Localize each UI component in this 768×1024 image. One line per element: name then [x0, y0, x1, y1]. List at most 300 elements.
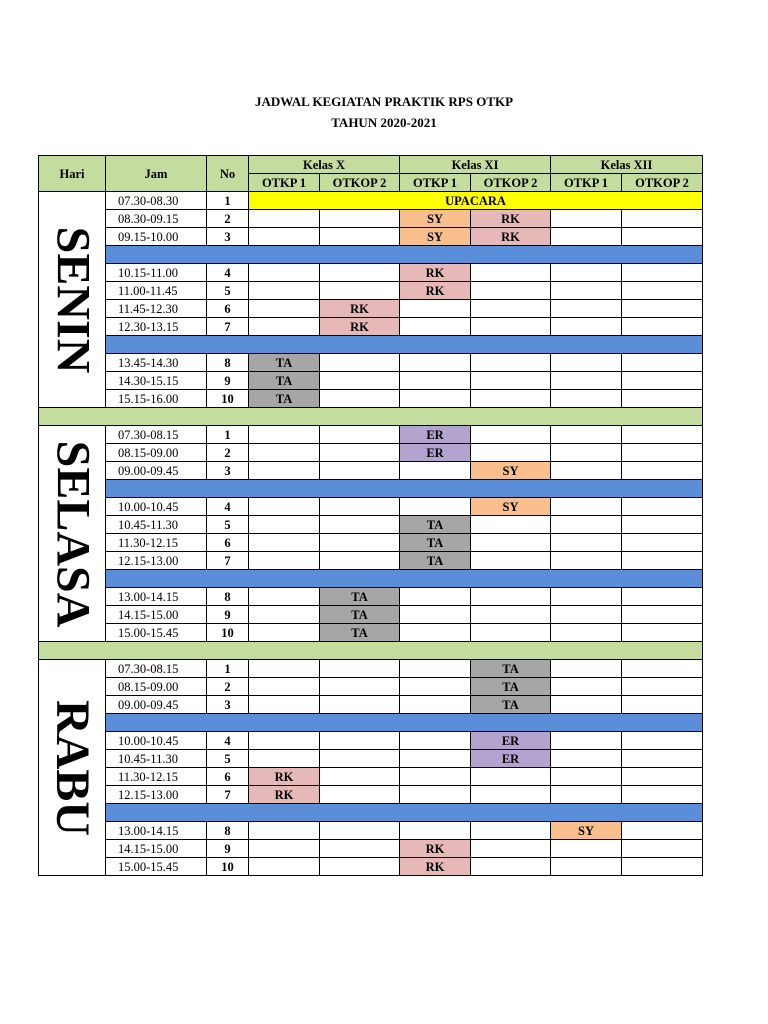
schedule-cell [320, 858, 400, 876]
schedule-cell: SY [400, 228, 471, 246]
table-row [39, 822, 703, 840]
schedule-cell [471, 264, 551, 282]
time-cell: 10.15-11.00 [106, 264, 207, 282]
schedule-cell: RK [320, 300, 400, 318]
schedule-cell [400, 462, 471, 480]
period-number-cell: 9 [207, 372, 249, 390]
period-number-cell: 8 [207, 822, 249, 840]
schedule-cell [400, 822, 471, 840]
period-number-cell: 2 [207, 210, 249, 228]
schedule-cell [622, 264, 703, 282]
header-class: OTKOP 2 [320, 174, 400, 192]
schedule-cell [471, 282, 551, 300]
period-number-cell: 4 [207, 264, 249, 282]
schedule-cell: TA [400, 552, 471, 570]
schedule-cell [249, 606, 320, 624]
schedule-cell [320, 210, 400, 228]
schedule-cell [551, 498, 622, 516]
table-row [39, 606, 703, 624]
schedule-cell: RK [471, 210, 551, 228]
schedule-cell [400, 390, 471, 408]
period-number-cell: 3 [207, 696, 249, 714]
table-row [39, 768, 703, 786]
schedule-table [38, 155, 703, 876]
header-no: No [207, 156, 249, 192]
table-row [39, 426, 703, 444]
break-row [39, 480, 703, 498]
schedule-cell [320, 372, 400, 390]
schedule-cell: SY [551, 822, 622, 840]
schedule-cell [400, 786, 471, 804]
break-bar [106, 714, 703, 732]
schedule-cell [471, 516, 551, 534]
schedule-cell [471, 318, 551, 336]
schedule-cell: TA [249, 372, 320, 390]
schedule-cell [551, 210, 622, 228]
schedule-cell [471, 534, 551, 552]
time-cell: 12.30-13.15 [106, 318, 207, 336]
schedule-cell [471, 822, 551, 840]
time-cell: 11.00-11.45 [106, 282, 207, 300]
break-row [39, 714, 703, 732]
schedule-cell [551, 678, 622, 696]
schedule-cell [551, 444, 622, 462]
period-number-cell: 5 [207, 282, 249, 300]
day-separator-row [39, 408, 703, 426]
header-class: OTKP 1 [400, 174, 471, 192]
time-cell: 12.15-13.00 [106, 552, 207, 570]
page-title: JADWAL KEGIATAN PRAKTIK RPS OTKP [254, 94, 514, 109]
schedule-cell: RK [400, 840, 471, 858]
day-separator [39, 408, 703, 426]
schedule-cell [622, 390, 703, 408]
table-row [39, 750, 703, 768]
schedule-cell [249, 624, 320, 642]
table-row [39, 840, 703, 858]
time-cell: 08.15-09.00 [106, 444, 207, 462]
schedule-cell [471, 588, 551, 606]
schedule-cell [249, 840, 320, 858]
header-class: OTKP 1 [249, 174, 320, 192]
schedule-cell [320, 750, 400, 768]
schedule-cell: TA [320, 606, 400, 624]
time-cell: 15.00-15.45 [106, 624, 207, 642]
break-row [39, 804, 703, 822]
schedule-cell [551, 534, 622, 552]
schedule-cell [551, 282, 622, 300]
schedule-cell [622, 534, 703, 552]
schedule-cell [622, 498, 703, 516]
schedule-cell: TA [249, 390, 320, 408]
schedule-cell [249, 264, 320, 282]
table-row [39, 858, 703, 876]
table-row [39, 696, 703, 714]
time-cell: 14.15-15.00 [106, 606, 207, 624]
schedule-cell [320, 840, 400, 858]
schedule-cell: RK [320, 318, 400, 336]
schedule-cell [320, 660, 400, 678]
table-row [39, 660, 703, 678]
period-number-cell: 6 [207, 300, 249, 318]
schedule-cell [320, 264, 400, 282]
schedule-cell [551, 768, 622, 786]
schedule-cell [320, 390, 400, 408]
schedule-cell [471, 372, 551, 390]
table-row [39, 624, 703, 642]
schedule-cell [622, 462, 703, 480]
time-cell: 07.30-08.30 [106, 192, 207, 210]
schedule-cell [400, 768, 471, 786]
schedule-cell [249, 552, 320, 570]
schedule-cell [320, 354, 400, 372]
schedule-cell [249, 678, 320, 696]
schedule-cell [551, 732, 622, 750]
table-row [39, 372, 703, 390]
period-number-cell: 4 [207, 732, 249, 750]
schedule-cell [471, 300, 551, 318]
schedule-cell [622, 282, 703, 300]
schedule-cell [400, 660, 471, 678]
day-label-cell [39, 192, 106, 408]
schedule-cell [471, 552, 551, 570]
table-row [39, 444, 703, 462]
day-separator [39, 642, 703, 660]
schedule-cell [320, 444, 400, 462]
period-number-cell: 4 [207, 498, 249, 516]
break-bar [106, 480, 703, 498]
day-name: RABU [46, 699, 100, 836]
time-cell: 08.15-09.00 [106, 678, 207, 696]
schedule-cell [551, 786, 622, 804]
schedule-cell [471, 426, 551, 444]
schedule-cell [622, 444, 703, 462]
schedule-cell [622, 588, 703, 606]
schedule-cell: RK [249, 768, 320, 786]
schedule-cell: SY [400, 210, 471, 228]
schedule-cell [622, 300, 703, 318]
schedule-cell [249, 822, 320, 840]
schedule-cell [551, 462, 622, 480]
schedule-cell: TA [471, 660, 551, 678]
schedule-cell: TA [249, 354, 320, 372]
schedule-cell [622, 678, 703, 696]
day-label-cell [39, 660, 106, 876]
time-cell: 09.00-09.45 [106, 696, 207, 714]
time-cell: 08.30-09.15 [106, 210, 207, 228]
time-cell: 15.00-15.45 [106, 858, 207, 876]
upacara-cell: UPACARA [249, 192, 703, 210]
schedule-cell: ER [471, 732, 551, 750]
table-row [39, 282, 703, 300]
time-cell: 11.45-12.30 [106, 300, 207, 318]
schedule-cell [622, 840, 703, 858]
schedule-cell [622, 354, 703, 372]
period-number-cell: 2 [207, 678, 249, 696]
time-cell: 11.30-12.15 [106, 768, 207, 786]
time-cell: 10.00-10.45 [106, 732, 207, 750]
period-number-cell: 1 [207, 660, 249, 678]
period-number-cell: 7 [207, 552, 249, 570]
table-row [39, 588, 703, 606]
schedule-cell: SY [471, 498, 551, 516]
table-row [39, 228, 703, 246]
schedule-cell [551, 390, 622, 408]
schedule-cell [249, 318, 320, 336]
header-class: OTKOP 2 [622, 174, 703, 192]
table-row [39, 732, 703, 750]
schedule-cell [400, 354, 471, 372]
header-row-groups [39, 156, 703, 174]
time-cell: 07.30-08.15 [106, 426, 207, 444]
break-row [39, 246, 703, 264]
header-class: OTKOP 2 [471, 174, 551, 192]
schedule-cell [622, 696, 703, 714]
schedule-cell [249, 858, 320, 876]
schedule-cell: ER [400, 426, 471, 444]
table-row [39, 354, 703, 372]
schedule-cell [400, 624, 471, 642]
schedule-cell [400, 498, 471, 516]
schedule-cell [622, 660, 703, 678]
period-number-cell: 10 [207, 624, 249, 642]
schedule-cell [622, 786, 703, 804]
table-row [39, 210, 703, 228]
period-number-cell: 7 [207, 786, 249, 804]
schedule-cell [622, 606, 703, 624]
period-number-cell: 8 [207, 588, 249, 606]
schedule-cell [320, 786, 400, 804]
header-class: OTKP 1 [551, 174, 622, 192]
schedule-cell: TA [471, 696, 551, 714]
schedule-cell [400, 732, 471, 750]
schedule-cell [551, 318, 622, 336]
schedule-cell: TA [471, 678, 551, 696]
schedule-cell [320, 516, 400, 534]
schedule-cell: RK [249, 786, 320, 804]
schedule-cell [400, 606, 471, 624]
schedule-cell [249, 282, 320, 300]
schedule-cell [551, 372, 622, 390]
period-number-cell: 5 [207, 516, 249, 534]
table-row [39, 498, 703, 516]
schedule-cell [622, 750, 703, 768]
schedule-cell [249, 660, 320, 678]
schedule-cell: RK [400, 858, 471, 876]
time-cell: 13.00-14.15 [106, 822, 207, 840]
day-label-cell [39, 426, 106, 642]
time-cell: 07.30-08.15 [106, 660, 207, 678]
schedule-cell: TA [400, 516, 471, 534]
schedule-cell [471, 606, 551, 624]
time-cell: 14.30-15.15 [106, 372, 207, 390]
schedule-cell [551, 624, 622, 642]
schedule-cell [400, 318, 471, 336]
break-bar [106, 246, 703, 264]
schedule-cell [471, 786, 551, 804]
schedule-cell [551, 552, 622, 570]
header-kelas-xi: Kelas XI [400, 156, 551, 174]
schedule-cell [622, 318, 703, 336]
table-row [39, 300, 703, 318]
schedule-cell [551, 588, 622, 606]
schedule-cell [320, 534, 400, 552]
schedule-cell [249, 444, 320, 462]
break-bar [106, 570, 703, 588]
schedule-cell [622, 552, 703, 570]
schedule-cell [471, 444, 551, 462]
schedule-cell: SY [471, 462, 551, 480]
schedule-cell [622, 732, 703, 750]
schedule-cell [249, 588, 320, 606]
period-number-cell: 6 [207, 534, 249, 552]
table-row [39, 534, 703, 552]
schedule-cell [320, 768, 400, 786]
schedule-cell [622, 858, 703, 876]
schedule-cell [320, 678, 400, 696]
time-cell: 10.45-11.30 [106, 516, 207, 534]
table-row [39, 786, 703, 804]
schedule-cell [622, 768, 703, 786]
schedule-cell [249, 300, 320, 318]
time-cell: 13.45-14.30 [106, 354, 207, 372]
period-number-cell: 9 [207, 840, 249, 858]
schedule-cell [249, 210, 320, 228]
period-number-cell: 7 [207, 318, 249, 336]
schedule-cell [622, 210, 703, 228]
header-jam: Jam [106, 156, 207, 192]
schedule-cell [622, 426, 703, 444]
table-row [39, 516, 703, 534]
table-row [39, 264, 703, 282]
schedule-cell: RK [471, 228, 551, 246]
time-cell: 13.00-14.15 [106, 588, 207, 606]
schedule-cell [551, 228, 622, 246]
page-subtitle: TAHUN 2020-2021 [331, 115, 437, 130]
schedule-cell [400, 750, 471, 768]
table-row [39, 192, 703, 210]
schedule-cell [249, 750, 320, 768]
schedule-cell [622, 624, 703, 642]
period-number-cell: 6 [207, 768, 249, 786]
schedule-cell: ER [471, 750, 551, 768]
schedule-cell [249, 228, 320, 246]
schedule-cell: TA [320, 624, 400, 642]
schedule-cell [551, 750, 622, 768]
schedule-cell [622, 228, 703, 246]
schedule-cell [249, 696, 320, 714]
schedule-cell [551, 606, 622, 624]
table-row [39, 318, 703, 336]
period-number-cell: 5 [207, 750, 249, 768]
header-hari: Hari [39, 156, 106, 192]
schedule-cell: TA [400, 534, 471, 552]
schedule-cell: RK [400, 264, 471, 282]
time-cell: 10.00-10.45 [106, 498, 207, 516]
schedule-cell [400, 696, 471, 714]
schedule-cell [249, 516, 320, 534]
header-kelas-x: Kelas X [249, 156, 400, 174]
schedule-cell [551, 426, 622, 444]
day-name: SENIN [46, 226, 99, 373]
period-number-cell: 1 [207, 192, 249, 210]
schedule-cell: ER [400, 444, 471, 462]
schedule-cell [471, 840, 551, 858]
time-cell: 11.30-12.15 [106, 534, 207, 552]
period-number-cell: 3 [207, 462, 249, 480]
header-kelas-xii: Kelas XII [551, 156, 703, 174]
schedule-cell [320, 696, 400, 714]
schedule-cell [471, 354, 551, 372]
break-bar [106, 336, 703, 354]
schedule-cell [249, 498, 320, 516]
schedule-cell [471, 768, 551, 786]
schedule-cell: RK [400, 282, 471, 300]
time-cell: 15.15-16.00 [106, 390, 207, 408]
schedule-cell [400, 588, 471, 606]
time-cell: 14.15-15.00 [106, 840, 207, 858]
schedule-cell [320, 228, 400, 246]
period-number-cell: 9 [207, 606, 249, 624]
time-cell: 12.15-13.00 [106, 786, 207, 804]
schedule-cell [320, 732, 400, 750]
table-row [39, 390, 703, 408]
schedule-cell [622, 516, 703, 534]
schedule-cell [551, 858, 622, 876]
schedule-cell [249, 732, 320, 750]
time-cell: 10.45-11.30 [106, 750, 207, 768]
break-row [39, 336, 703, 354]
schedule-cell [471, 858, 551, 876]
table-row [39, 678, 703, 696]
period-number-cell: 1 [207, 426, 249, 444]
schedule-cell [320, 426, 400, 444]
schedule-cell [320, 462, 400, 480]
schedule-cell [471, 624, 551, 642]
period-number-cell: 10 [207, 390, 249, 408]
schedule-cell [551, 660, 622, 678]
schedule-cell [320, 498, 400, 516]
period-number-cell: 2 [207, 444, 249, 462]
schedule-cell [400, 300, 471, 318]
schedule-cell [400, 372, 471, 390]
schedule-cell [622, 372, 703, 390]
schedule-cell [400, 678, 471, 696]
schedule-cell [622, 822, 703, 840]
schedule-cell [320, 282, 400, 300]
time-cell: 09.15-10.00 [106, 228, 207, 246]
schedule-cell [320, 822, 400, 840]
day-separator-row [39, 642, 703, 660]
table-row [39, 552, 703, 570]
schedule-cell [249, 462, 320, 480]
schedule-cell [551, 300, 622, 318]
break-row [39, 570, 703, 588]
day-name: SELASA [46, 440, 99, 627]
schedule-cell [551, 516, 622, 534]
schedule-cell [551, 840, 622, 858]
break-bar [106, 804, 703, 822]
schedule-cell [249, 534, 320, 552]
schedule-body [39, 192, 703, 876]
time-cell: 09.00-09.45 [106, 462, 207, 480]
period-number-cell: 3 [207, 228, 249, 246]
schedule-cell [471, 390, 551, 408]
schedule-cell [551, 264, 622, 282]
schedule-cell [249, 426, 320, 444]
period-number-cell: 8 [207, 354, 249, 372]
schedule-cell [551, 354, 622, 372]
schedule-cell: TA [320, 588, 400, 606]
